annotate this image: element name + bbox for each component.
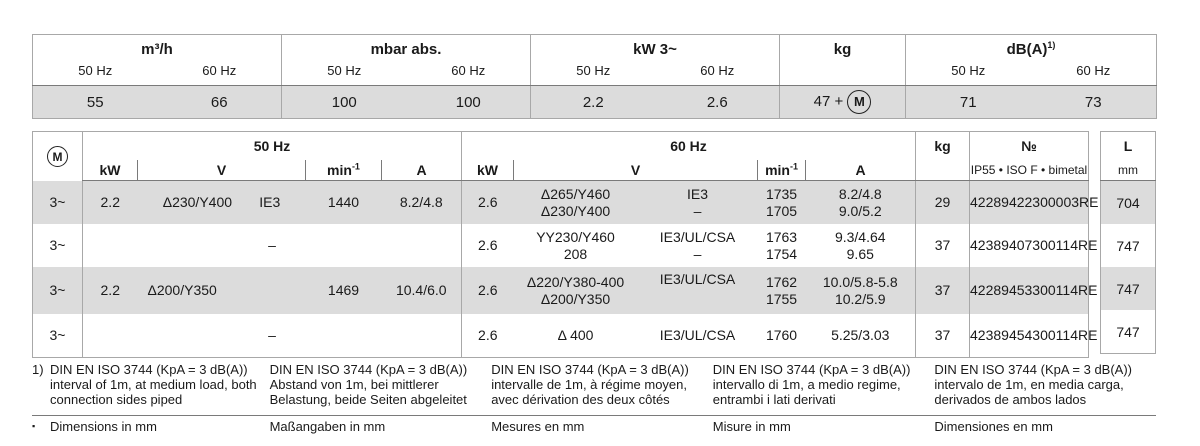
amps-50: 8.2/4.8 [382,181,462,225]
ie-class: IE3 [259,194,281,210]
col-a: A [806,160,916,181]
motor-header [33,132,83,181]
amps-60: 8.2/4.8 9.0/5.2 [806,181,916,225]
kw-50: 2.2 [83,267,138,314]
table-row [33,314,1089,358]
weight: 37 [916,314,970,358]
weight: 37 [916,224,970,267]
spec-table [32,34,1157,119]
footnotes [32,362,1156,435]
ie-class-60: IE3/UL/CSA – [659,228,736,262]
hz-label: 50 Hz [282,63,407,86]
hz-label: 60 Hz [656,63,780,86]
part-number: 42389454300114RE [970,314,1089,358]
dimensions-row [32,415,1156,435]
dim-es: Dimensiones en mm [934,419,1053,434]
part-number: 42389407300114RE [970,224,1089,267]
voltage-60: Δ265/Y460 Δ230/Y400 [514,181,638,225]
spec-value: 55 [33,86,158,119]
col-kw: kW [83,160,138,181]
ie-class-60: IE3/UL/CSA [638,267,758,314]
length-header: L [1123,138,1133,154]
hz-empty [780,63,906,86]
ie-class-60: IE3 – [638,181,758,225]
amps-60: 10.0/5.8-5.8 10.2/5.9 [806,267,916,314]
footnote-it: DIN EN ISO 3744 (KpA = 3 dB(A)) intervallo di 1m, a medio regime, entrambi i lati derivati [712,362,911,407]
weight: 29 [916,181,970,225]
rpm-50: 1440 [306,181,382,225]
footnote-es: DIN EN ISO 3744 (KpA = 3 dB(A)) intervalo de 1m, en media carga, derivados de ambos lados [934,362,1133,407]
spec-value: 100 [407,86,531,119]
kw-50: 2.2 [83,181,138,225]
header-60hz: 60 Hz [462,132,916,161]
amps-50: 10.4/6.0 [382,267,462,314]
length-table [1100,131,1156,354]
kw-60: 2.6 [462,267,514,314]
rpm-50: 1469 [306,267,382,314]
part-number: 42289453300114RE [970,267,1089,314]
voltage-50: Δ200/Y350 [138,267,306,314]
kw-60: 2.6 [462,314,514,358]
length-value: 704 [1101,181,1156,225]
rpm-60: 1735 1705 [758,181,806,225]
kg-base: 47 + [813,92,844,110]
group-m3h: m³/h [141,40,173,58]
footnote-fr: DIN EN ISO 3744 (KpA = 3 dB(A)) intervalle de 1m, à régime moyen, avec dérivation des deux côtés [491,362,689,407]
voltage-50: Δ230/Y400 IE3 [138,181,306,225]
col-min: $\min^{-1}$ [306,160,382,181]
table-row [33,181,1089,225]
length-value: 747 [1116,323,1140,340]
length-value: 747 [1101,267,1156,310]
dim-en: ▪ Dimensions in mm [32,419,157,434]
spec-value: 100 [282,86,407,119]
length-unit: mm [1101,160,1156,181]
spec-value: 2.2 [531,86,656,119]
table-row [33,267,1089,314]
col-v: V [514,160,758,181]
motor-icon: M [47,146,68,167]
footnote-mark: 1) [32,362,44,377]
voltage-60: Δ220/Y380-400 Δ200/Y350 [514,267,638,314]
group-kg: kg [780,35,906,64]
phase: 3~ [33,181,83,225]
dim-fr: Mesures en mm [491,419,585,434]
hz-label: 50 Hz [33,63,158,86]
spec-value: 71 [906,86,1031,119]
kw-60: 2.6 [462,224,514,267]
spec-value-kg [780,86,906,119]
part-number: 42289422300003RE [970,181,1089,225]
no-50hz-data: – [83,224,462,267]
weight: 37 [916,267,970,314]
spec-value: 66 [158,86,282,119]
dim-de: Maßangaben in mm [269,419,386,434]
footnote-en: 1) DIN EN ISO 3744 (KpA = 3 dB(A)) interval of 1m, at medium load, both connection sides piped [32,362,257,407]
hz-label: 50 Hz [906,63,1031,86]
voltage-60: Δ 400 [557,327,594,343]
footnote-ref: 1) [1047,39,1056,50]
ie-class-60: IE3/UL/CSA [659,327,736,343]
hz-label: 60 Hz [407,63,531,86]
col-kw: kW [462,160,514,181]
group-kw: kW 3~ [531,35,780,64]
amps-60: 9.3/4.64 9.65 [834,228,886,262]
motor-table [32,131,1099,358]
hz-label: 50 Hz [531,63,656,86]
kw-60: 2.6 [462,181,514,225]
bullet: ▪ [32,421,36,431]
group-mbar: mbar abs. [282,35,531,64]
hz-label: 60 Hz [158,63,282,86]
spec-value: 2.6 [656,86,780,119]
col-a: A [382,160,462,181]
rpm-60: 1763 1754 [765,228,798,262]
header-number: № [970,132,1089,161]
phase: 3~ [49,327,66,343]
table-row [33,224,1089,267]
phase: 3~ [33,267,83,314]
col-kg-empty [916,160,970,181]
dim-it: Misure in mm [712,419,791,434]
length-value: 747 [1116,237,1140,254]
spec-value: 73 [1031,86,1157,119]
col-number-sub: IP55 • ISO F • bimetal [970,160,1089,181]
col-min: $\min^{-1}$ [758,160,806,181]
footnote-de: DIN EN ISO 3744 (KpA = 3 dB(A)) Abstand von 1m, bei mittlerer Belastung, beide Seiten abgeleitet [269,362,468,407]
col-v: V [138,160,306,181]
header-50hz: 50 Hz [83,132,462,161]
header-kg: kg [916,132,970,161]
rpm-60: 1760 [765,327,798,343]
rpm-60: 1762 1755 [758,267,806,314]
voltage-60: YY230/Y460 208 [536,228,615,262]
motor-icon: M [847,90,871,114]
no-50hz-data: – [83,314,462,358]
phase: 3~ [49,237,66,253]
group-dba: $dB(A)^{1)}$ [906,35,1157,64]
hz-label: 60 Hz [1031,63,1157,86]
amps-60: 5.25/3.03 [831,327,890,343]
